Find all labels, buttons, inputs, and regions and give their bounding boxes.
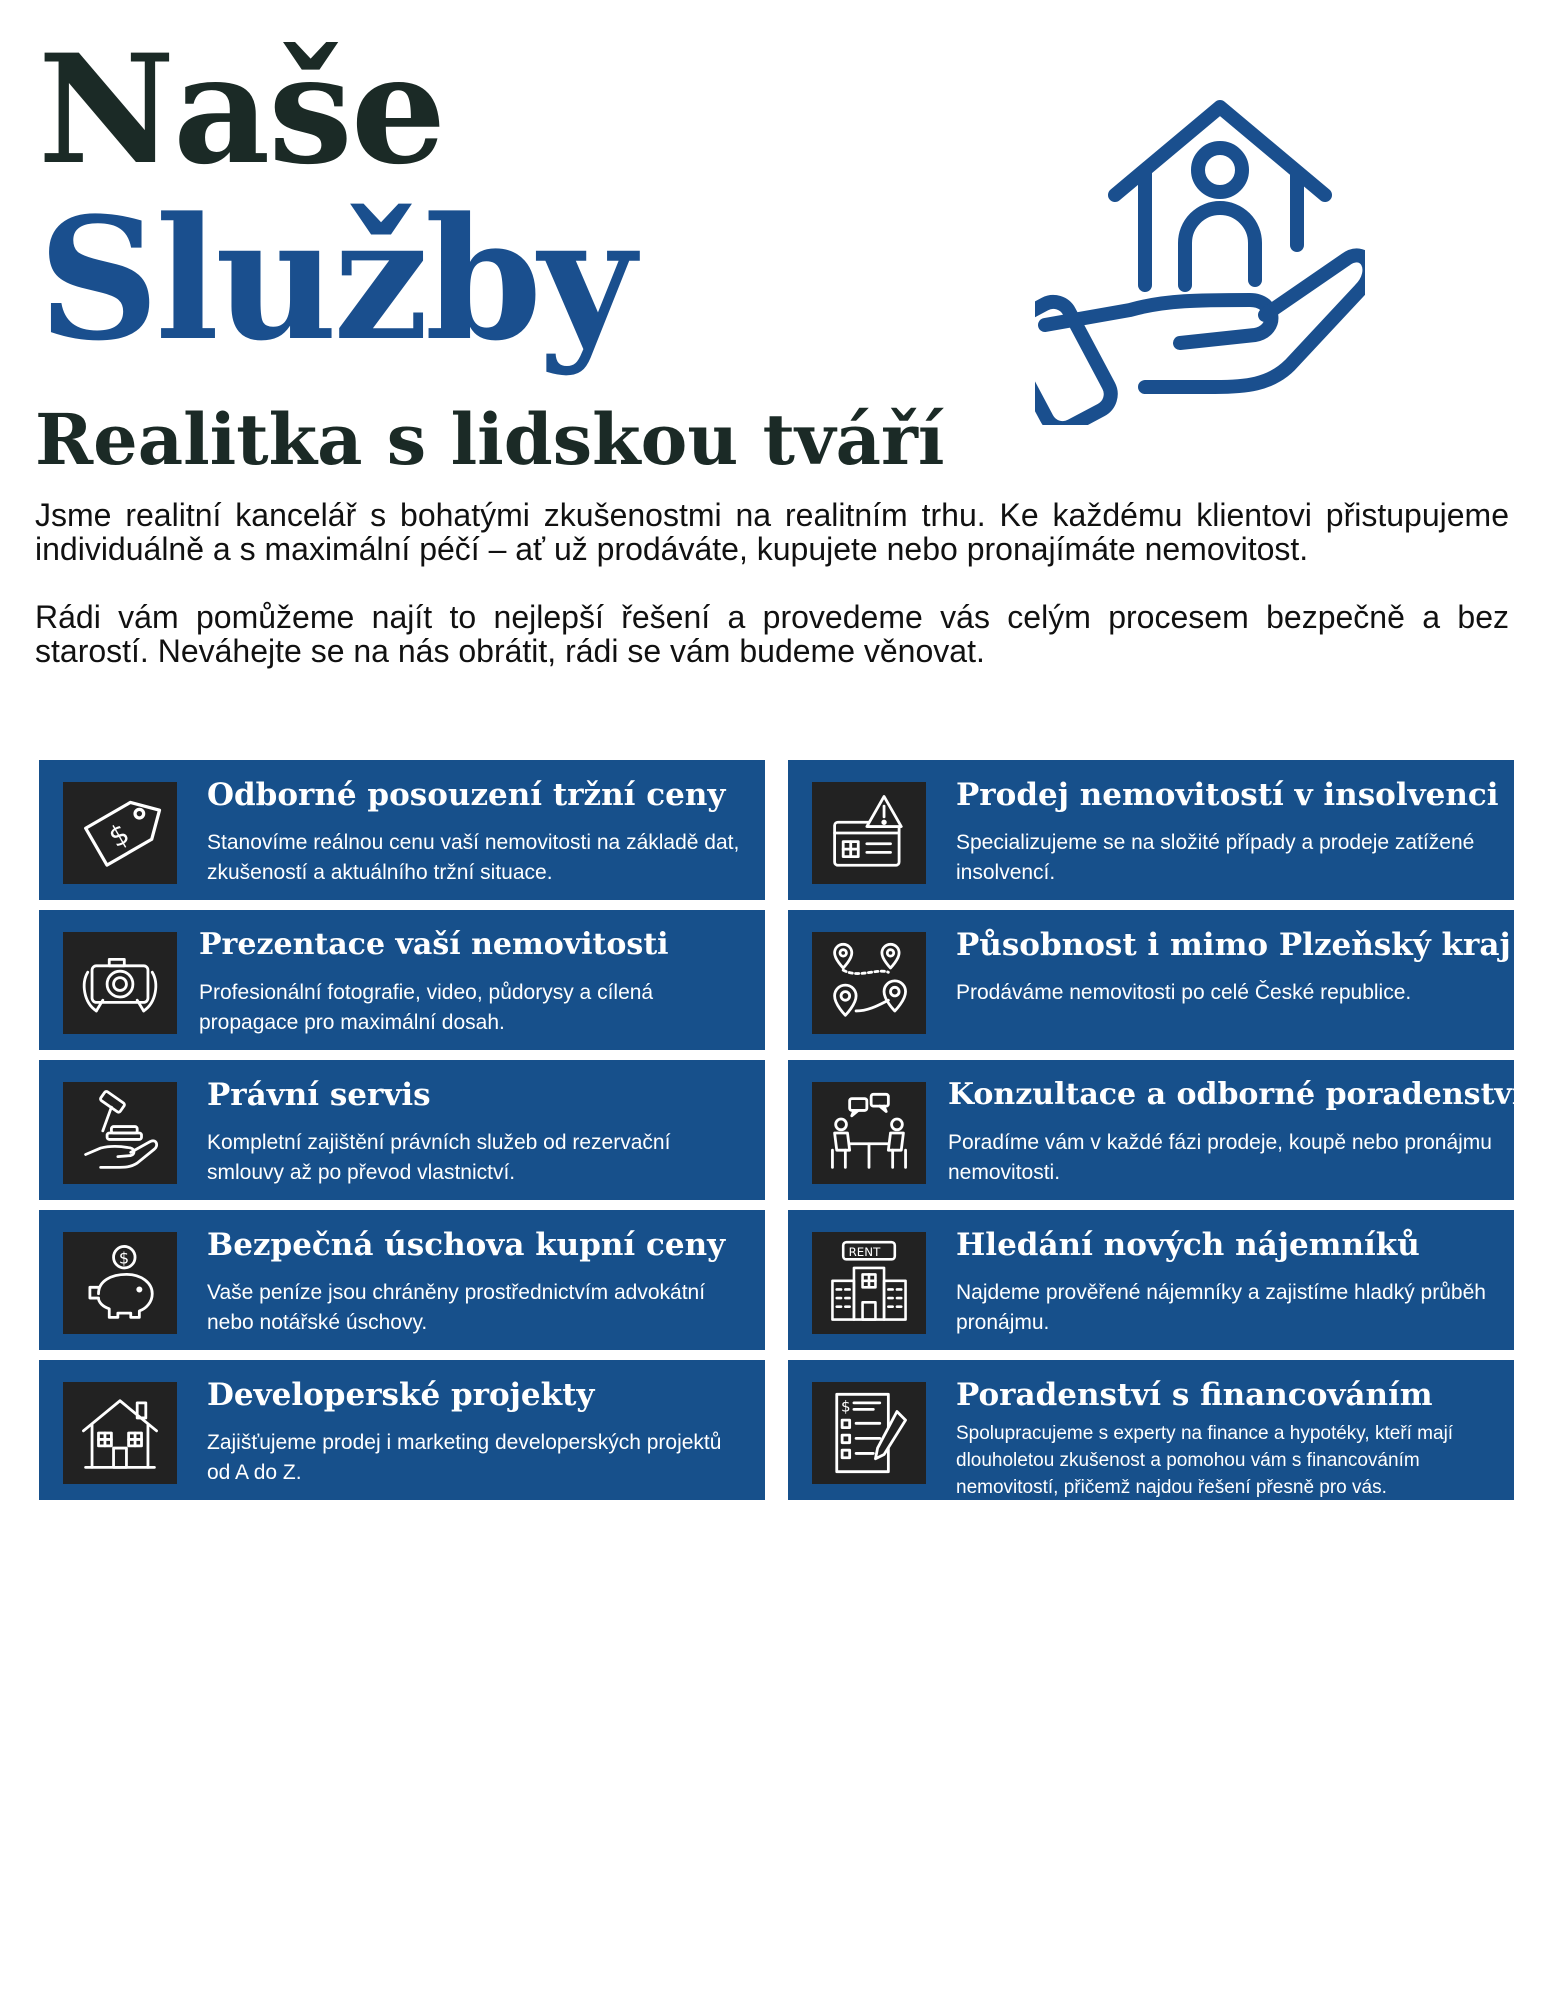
service-desc: Zajišťujeme prodej i marketing developerských projektů od A do Z.	[207, 1431, 722, 1484]
service-title: Konzultace a odborné poradenství	[948, 1077, 1524, 1112]
service-title: Odborné posouzení tržní ceny	[207, 777, 726, 813]
service-card-consultation	[788, 1060, 1524, 1200]
service-card-coverage	[788, 910, 1514, 1050]
service-card-presentation	[39, 910, 765, 1050]
rent-badge: RENT	[848, 1245, 881, 1260]
subtitle: Realitka s lidskou tváří	[35, 398, 945, 481]
service-card-financing	[788, 1360, 1514, 1500]
service-title: Bezpečná úschova kupní ceny	[207, 1227, 726, 1263]
service-title: Hledání nových nájemníků	[956, 1227, 1420, 1263]
service-card-developer	[39, 1360, 765, 1500]
intro-paragraph-2: Rádi vám pomůžeme najít to nejlepší řešení a provedeme vás celým procesem bezpečně a bez starostí. Neváhejte se na nás obrátit, rádi se vám budeme věnovat.	[35, 599, 1509, 669]
service-desc: Profesionální fotografie, video, půdorysy a cílená propagace pro maximální dosah.	[199, 981, 654, 1034]
title-line-2: Služby	[38, 180, 632, 378]
hand-holding-house-icon	[1035, 95, 1365, 425]
price-tag-icon	[63, 782, 177, 884]
service-title: Prodej nemovitostí v insolvenci	[956, 777, 1499, 813]
piggy-bank-icon	[63, 1232, 177, 1334]
service-desc: Vaše peníze jsou chráněny prostřednictvím advokátní nebo notářské úschovy.	[207, 1281, 706, 1334]
service-desc: Poradíme vám v každé fázi prodeje, koupě nebo pronájmu nemovitosti.	[948, 1131, 1492, 1184]
svg-text:$: $	[118, 1248, 130, 1268]
service-title: Působnost i mimo Plzeňský kraj	[956, 927, 1511, 963]
rent-building-icon	[812, 1232, 926, 1334]
svg-text:$: $	[841, 1397, 851, 1416]
house-icon	[63, 1382, 177, 1484]
consultation-icon	[812, 1082, 926, 1184]
service-desc: Spolupracujeme s experty na finance a hypotéky, kteří mají dlouholetou zkušenost a pomohou vám s financováním nemovitostí, přičemž najdou řešení přesně pro vás.	[956, 1423, 1454, 1498]
service-desc: Stanovíme reálnou cenu vaší nemovitosti na základě dat, zkušeností a aktuálního tržní situace.	[207, 831, 740, 884]
map-pins-icon	[812, 932, 926, 1034]
svg-text:$: $	[103, 816, 135, 855]
service-card-market-price	[39, 760, 765, 900]
service-title: Prezentace vaší nemovitosti	[199, 927, 669, 962]
service-title: Poradenství s financováním	[956, 1377, 1433, 1413]
service-card-legal	[39, 1060, 765, 1200]
intro-paragraph-1: Jsme realitní kancelář s bohatými zkušenostmi na realitním trhu. Ke každému klientovi přistupujeme individuálně a s maximální péčí – ať už prodáváte, kupujete nebo pronajímáte nemovitost.	[35, 497, 1509, 567]
title-line-1: Naše	[38, 22, 445, 198]
service-desc: Prodáváme nemovitosti po celé České republice.	[956, 981, 1412, 1004]
service-title: Developerské projekty	[207, 1377, 595, 1413]
service-card-escrow	[39, 1210, 765, 1350]
service-card-tenants	[788, 1210, 1514, 1350]
service-title: Právní servis	[207, 1077, 431, 1113]
service-card-insolvency	[788, 760, 1514, 900]
service-desc: Kompletní zajištění právních služeb od rezervační smlouvy až po převod vlastnictví.	[207, 1131, 671, 1184]
service-desc: Najdeme prověřené nájemníky a zajistíme hladký průběh pronájmu.	[956, 1281, 1486, 1334]
service-desc: Specializujeme se na složité případy a prodeje zatížené insolvencí.	[956, 831, 1475, 884]
camera-icon	[63, 932, 177, 1034]
warning-card-icon	[812, 782, 926, 884]
intro-text	[35, 498, 1509, 702]
checklist-pen-icon	[812, 1382, 926, 1484]
gavel-hand-icon	[63, 1082, 177, 1184]
